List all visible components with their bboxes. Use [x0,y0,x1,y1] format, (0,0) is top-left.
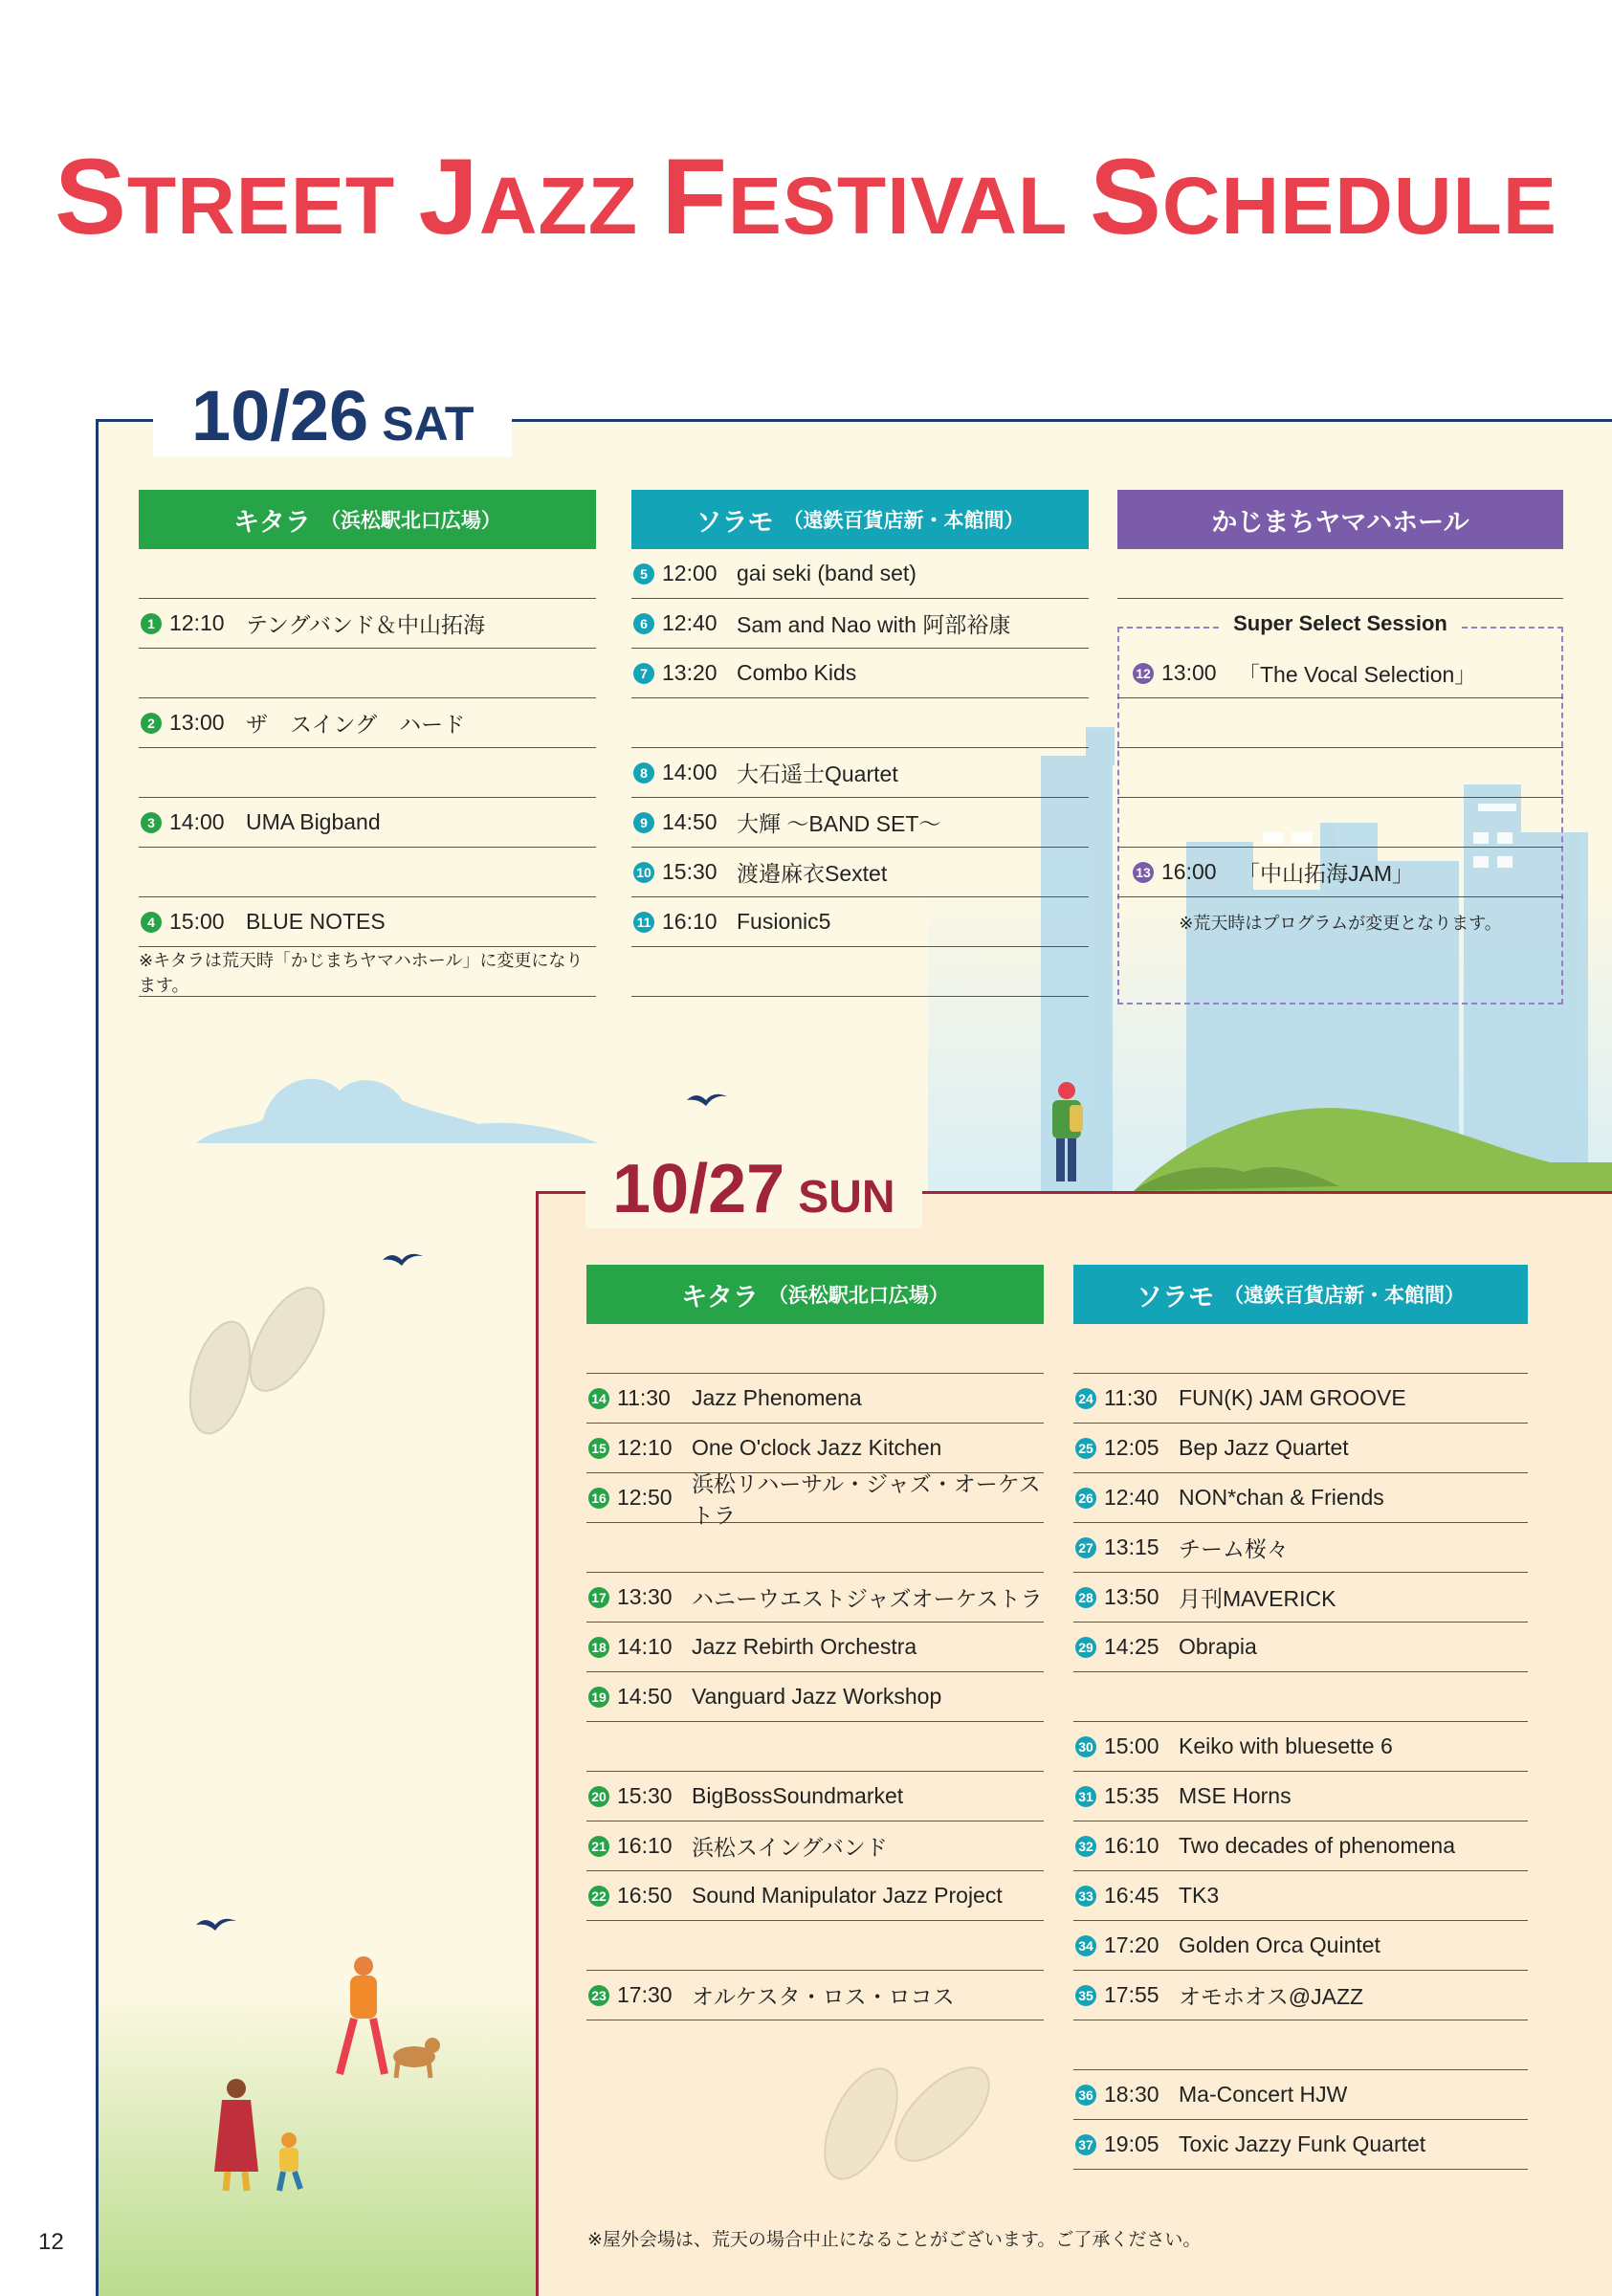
performer-name: Combo Kids [737,660,857,685]
schedule-row [139,599,596,649]
performance-number-badge: 37 [1075,2134,1096,2155]
schedule-row [1117,848,1563,897]
performance-time: 14:00 [662,760,718,784]
schedule-row [631,599,1089,649]
performer-name: Sam and Nao with 阿部裕康 [737,612,1011,637]
blank-row [139,748,596,798]
performer-name: ザ スイング ハード [246,712,466,737]
performer-name: Ma-Concert HJW [1179,2082,1348,2107]
schedule-row [631,748,1089,798]
schedule-row [1117,649,1563,698]
schedule-row [1073,1971,1528,2020]
performance-time: 16:10 [617,1833,673,1858]
performance-number-badge: 5 [633,563,654,585]
performer-name: Toxic Jazzy Funk Quartet [1179,2131,1426,2156]
performer-name: Two decades of phenomena [1179,1833,1455,1858]
venue-header-soramo: ソラモ （遠鉄百貨店新・本館間） [1073,1265,1528,1324]
performer-name: TK3 [1179,1883,1220,1908]
performance-time: 12:10 [169,610,225,635]
performance-time: 15:35 [1104,1783,1159,1808]
blank-row [139,649,596,698]
blank-row [1117,549,1563,599]
schedule-row [586,1971,1044,2020]
performer-name: BLUE NOTES [246,909,386,934]
performance-time: 17:20 [1104,1932,1159,1957]
schedule-row [1073,2070,1528,2120]
schedule-row [1073,1573,1528,1623]
performance-time: 11:30 [617,1385,671,1410]
blank-row [1117,698,1563,748]
performer-name: オモホオス@JAZZ [1179,1984,1364,2009]
performance-number-badge: 29 [1075,1637,1096,1658]
performance-time: 17:55 [1104,1982,1159,2007]
footer-note: ※屋外会場は、荒天の場合中止になることがございます。ご了承ください。 [587,2230,1202,2250]
sat-kitara-column [139,490,596,997]
blank-row [1073,2020,1528,2070]
schedule-row [1073,1523,1528,1573]
performance-time: 15:00 [169,909,225,934]
performer-name: Fusionic5 [737,909,831,934]
performer-name: 大輝 〜BAND SET〜 [737,811,941,836]
performance-time: 18:30 [1104,2082,1159,2107]
page-number: 12 [38,2229,64,2255]
venue-header-yamaha-hall: かじまちヤマハホール [1117,490,1563,549]
sun-date-heading: 10/27 SUN [585,1150,922,1228]
sat-soramo-column [631,490,1089,997]
schedule-row [139,897,596,947]
performance-time: 16:45 [1104,1883,1159,1908]
sun-kitara-column [586,1265,1044,2020]
blank-row [139,549,596,599]
session-title: Super Select Session [1117,599,1563,649]
schedule-row [1073,1623,1528,1672]
schedule-row [1073,1772,1528,1821]
performance-number-badge: 11 [633,912,654,933]
performance-number-badge: 20 [588,1786,609,1807]
venue-header-kitara: キタラ （浜松駅北口広場） [586,1265,1044,1324]
performance-number-badge: 2 [141,713,162,734]
schedule-row [631,549,1089,599]
performer-name: Sound Manipulator Jazz Project [692,1883,1003,1908]
performance-number-badge: 33 [1075,1886,1096,1907]
performance-time: 16:10 [662,909,718,934]
performance-number-badge: 27 [1075,1537,1096,1558]
yamaha-weather-note: ※荒天時はプログラムが変更となります。 [1179,914,1502,933]
blank-row [586,1523,1044,1573]
venue-header-kitara: キタラ （浜松駅北口広場） [139,490,596,549]
performance-number-badge: 26 [1075,1488,1096,1509]
performance-number-badge: 25 [1075,1438,1096,1459]
performer-name: Keiko with bluesette 6 [1179,1733,1393,1758]
performance-time: 12:00 [662,561,718,585]
performance-time: 13:15 [1104,1534,1159,1559]
kitara-weather-note: ※キタラは荒天時「かじまちヤマハホール」に変更になります。 [139,947,596,997]
performance-time: 13:00 [1161,660,1217,685]
schedule-row [586,1672,1044,1722]
performance-time: 15:30 [662,859,718,884]
blank-row [586,1324,1044,1374]
blank-row [1073,1324,1528,1374]
performance-time: 17:30 [617,1982,673,2007]
performance-number-badge: 6 [633,613,654,634]
performer-name: Bep Jazz Quartet [1179,1435,1349,1460]
performance-number-badge: 19 [588,1687,609,1708]
performance-number-badge: 8 [633,762,654,784]
sat-date-heading: 10/26 SAT [153,375,512,456]
schedule-row [586,1374,1044,1424]
schedule-row [631,848,1089,897]
performance-number-badge: 36 [1075,2085,1096,2106]
blank-row [586,1921,1044,1971]
schedule-row [586,1470,1044,1528]
performer-name: オルケスタ・ロス・ロコス [692,1984,955,2009]
performance-time: 14:00 [169,809,225,834]
performance-number-badge: 35 [1075,1985,1096,2006]
performance-time: 13:00 [169,710,225,735]
performance-number-badge: 21 [588,1836,609,1857]
performer-name: UMA Bigband [246,809,381,834]
schedule-row [1073,1921,1528,1971]
performer-name: Jazz Rebirth Orchestra [692,1634,917,1659]
performance-number-badge: 7 [633,663,654,684]
performer-name: 大石遥士Quartet [737,762,898,786]
performer-name: gai seki (band set) [737,561,916,585]
schedule-row [586,1623,1044,1672]
blank-row [1117,798,1563,848]
schedule-row [1073,1424,1528,1473]
performance-time: 14:25 [1104,1634,1159,1659]
performance-number-badge: 24 [1075,1388,1096,1409]
performer-name: 「中山拓海JAM」 [1238,861,1414,886]
schedule-row [631,897,1089,947]
performance-time: 16:10 [1104,1833,1159,1858]
performer-name: 「The Vocal Selection」 [1238,662,1477,687]
performance-time: 12:10 [617,1435,673,1460]
performance-number-badge: 3 [141,812,162,833]
performance-time: 15:30 [617,1783,673,1808]
schedule-row [1073,1722,1528,1772]
performer-name: Golden Orca Quintet [1179,1932,1380,1957]
performance-number-badge: 13 [1133,862,1154,883]
sat-yamaha-column [1117,490,1563,947]
performance-number-badge: 17 [588,1587,609,1608]
schedule-row [1073,1473,1528,1523]
schedule-row [586,1821,1044,1871]
page-title: STREET JAZZ FESTIVAL SCHEDULE [55,137,1557,256]
schedule-row [1073,1374,1528,1424]
performance-time: 11:30 [1104,1385,1158,1410]
performance-number-badge: 14 [588,1388,609,1409]
performance-time: 19:05 [1104,2131,1159,2156]
performance-number-badge: 18 [588,1637,609,1658]
blank-row [1073,1672,1528,1722]
performer-name: One O'clock Jazz Kitchen [692,1435,942,1460]
schedule-row [586,1871,1044,1921]
schedule-row [631,798,1089,848]
performer-name: FUN(K) JAM GROOVE [1179,1385,1406,1410]
performance-time: 14:50 [617,1684,673,1709]
schedule-row [139,798,596,848]
blank-row [139,848,596,897]
performer-name: Obrapia [1179,1634,1257,1659]
schedule-row [1073,1871,1528,1921]
blank-row [1117,748,1563,798]
performer-name: 渡邉麻衣Sextet [737,861,888,886]
performance-time: 12:40 [1104,1485,1159,1510]
schedule-row [139,698,596,748]
performance-number-badge: 34 [1075,1935,1096,1956]
performance-number-badge: 28 [1075,1587,1096,1608]
performance-time: 13:50 [1104,1584,1159,1609]
performance-time: 13:30 [617,1584,673,1609]
schedule-row [1073,2120,1528,2170]
performance-number-badge: 16 [588,1488,609,1509]
performance-number-badge: 4 [141,912,162,933]
performance-number-badge: 30 [1075,1736,1096,1757]
performance-number-badge: 9 [633,812,654,833]
performance-number-badge: 12 [1133,663,1154,684]
schedule-row [631,649,1089,698]
performer-name: ハニーウエストジャズオーケストラ [692,1586,1043,1611]
performance-time: 14:10 [617,1634,673,1659]
performance-time: 16:00 [1161,859,1217,884]
soramo-blank-row [631,947,1089,997]
performance-time: 14:50 [662,809,718,834]
schedule-row [1073,1821,1528,1871]
performance-time: 12:40 [662,610,718,635]
performance-number-badge: 10 [633,862,654,883]
sun-soramo-column [1073,1265,1528,2170]
performance-number-badge: 23 [588,1985,609,2006]
performer-name: テングバンド＆中山拓海 [246,612,486,637]
blank-row [631,698,1089,748]
performance-time: 15:00 [1104,1733,1159,1758]
performance-number-badge: 32 [1075,1836,1096,1857]
performance-time: 12:05 [1104,1435,1159,1460]
performance-time: 16:50 [617,1883,673,1908]
performer-name: 月刊MAVERICK [1179,1586,1336,1611]
performance-time: 12:50 [617,1485,673,1510]
performer-name: NON*chan & Friends [1179,1485,1384,1510]
performance-number-badge: 15 [588,1438,609,1459]
venue-header-soramo: ソラモ （遠鉄百貨店新・本館間） [631,490,1089,549]
blank-row [586,1722,1044,1772]
performer-name: 浜松スイングバンド [692,1835,888,1860]
performer-name: チーム桜々 [1179,1536,1289,1561]
performance-number-badge: 22 [588,1886,609,1907]
schedule-row [586,1573,1044,1623]
performance-number-badge: 1 [141,613,162,634]
performer-name: Vanguard Jazz Workshop [692,1684,942,1709]
performer-name: Jazz Phenomena [692,1385,862,1410]
performance-number-badge: 31 [1075,1786,1096,1807]
schedule-row [586,1772,1044,1821]
performer-name: 浜松リハーサル・ジャズ・オーケストラ [692,1470,1041,1528]
performer-name: MSE Horns [1179,1783,1292,1808]
performer-name: BigBossSoundmarket [692,1783,904,1808]
performance-time: 13:20 [662,660,718,685]
